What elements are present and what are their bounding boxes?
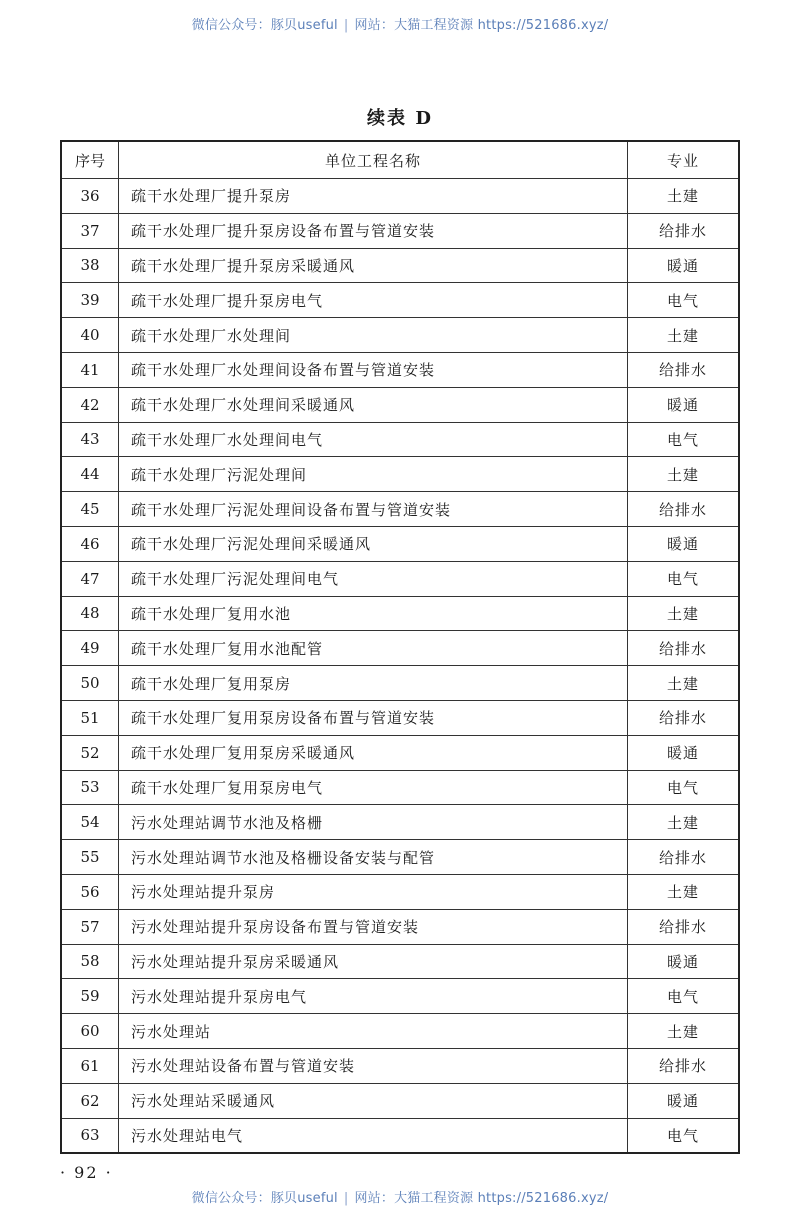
row-spec: 给排水 xyxy=(628,840,740,875)
watermark-separator: | xyxy=(343,18,349,33)
table-row xyxy=(61,735,739,770)
row-spec: 土建 xyxy=(628,666,740,701)
table-row xyxy=(61,666,739,701)
table-body xyxy=(61,179,739,1154)
row-name: 疏干水处理厂提升泵房 xyxy=(119,179,628,214)
table-header-row xyxy=(61,141,739,179)
table-row xyxy=(61,770,739,805)
row-no: 43 xyxy=(61,422,119,457)
row-name: 疏干水处理厂复用水池配管 xyxy=(119,631,628,666)
row-spec: 暖通 xyxy=(628,248,740,283)
row-spec: 电气 xyxy=(628,561,740,596)
row-no: 61 xyxy=(61,1048,119,1083)
row-no: 48 xyxy=(61,596,119,631)
table-row xyxy=(61,526,739,561)
row-name: 疏干水处理厂污泥处理间设备布置与管道安装 xyxy=(119,492,628,527)
row-no: 62 xyxy=(61,1083,119,1118)
row-name: 污水处理站设备布置与管道安装 xyxy=(119,1048,628,1083)
row-spec: 电气 xyxy=(628,770,740,805)
table-row xyxy=(61,700,739,735)
row-no: 52 xyxy=(61,735,119,770)
table-row xyxy=(61,179,739,214)
header-name: 单位工程名称 xyxy=(119,141,628,179)
table-row xyxy=(61,387,739,422)
table-title: 续表 D xyxy=(367,108,433,129)
row-name: 污水处理站电气 xyxy=(119,1118,628,1153)
row-name: 污水处理站 xyxy=(119,1014,628,1049)
row-name: 疏干水处理厂水处理间 xyxy=(119,318,628,353)
watermark-bottom xyxy=(0,1187,800,1206)
header-spec: 专业 xyxy=(628,141,740,179)
row-spec: 电气 xyxy=(628,979,740,1014)
table-row xyxy=(61,318,739,353)
row-name: 疏干水处理厂污泥处理间电气 xyxy=(119,561,628,596)
row-spec: 土建 xyxy=(628,457,740,492)
row-no: 59 xyxy=(61,979,119,1014)
watermark-right-text: 网站：大猫工程资源 https://521686.xyz/ xyxy=(354,18,609,33)
row-name: 疏干水处理厂复用泵房设备布置与管道安装 xyxy=(119,700,628,735)
watermark-left-text: 微信公众号：豚贝useful xyxy=(191,1191,338,1206)
row-spec: 电气 xyxy=(628,422,740,457)
row-spec: 土建 xyxy=(628,805,740,840)
row-name: 疏干水处理厂提升泵房采暖通风 xyxy=(119,248,628,283)
table-row xyxy=(61,979,739,1014)
row-name: 污水处理站调节水池及格栅 xyxy=(119,805,628,840)
row-no: 57 xyxy=(61,909,119,944)
table-row xyxy=(61,422,739,457)
row-name: 疏干水处理厂复用泵房电气 xyxy=(119,770,628,805)
row-spec: 土建 xyxy=(628,596,740,631)
row-name: 污水处理站提升泵房 xyxy=(119,874,628,909)
row-spec: 暖通 xyxy=(628,944,740,979)
row-no: 51 xyxy=(61,700,119,735)
row-spec: 给排水 xyxy=(628,1048,740,1083)
table-row xyxy=(61,283,739,318)
row-name: 污水处理站提升泵房采暖通风 xyxy=(119,944,628,979)
page-number: · 92 · xyxy=(60,1163,113,1182)
row-no: 38 xyxy=(61,248,119,283)
row-name: 疏干水处理厂提升泵房设备布置与管道安装 xyxy=(119,213,628,248)
row-no: 41 xyxy=(61,352,119,387)
row-spec: 给排水 xyxy=(628,352,740,387)
table-row xyxy=(61,248,739,283)
table-row xyxy=(61,1014,739,1049)
row-no: 53 xyxy=(61,770,119,805)
row-name: 疏干水处理厂污泥处理间 xyxy=(119,457,628,492)
row-name: 疏干水处理厂污泥处理间采暖通风 xyxy=(119,526,628,561)
row-spec: 土建 xyxy=(628,318,740,353)
table-row xyxy=(61,1048,739,1083)
row-name: 污水处理站提升泵房设备布置与管道安装 xyxy=(119,909,628,944)
table-row xyxy=(61,840,739,875)
row-no: 37 xyxy=(61,213,119,248)
unit-project-table xyxy=(60,140,740,1154)
row-no: 42 xyxy=(61,387,119,422)
row-name: 疏干水处理厂水处理间电气 xyxy=(119,422,628,457)
table-row xyxy=(61,909,739,944)
table-row xyxy=(61,805,739,840)
watermark-separator: | xyxy=(343,1191,349,1206)
row-name: 污水处理站提升泵房电气 xyxy=(119,979,628,1014)
row-spec: 土建 xyxy=(628,179,740,214)
row-name: 污水处理站采暖通风 xyxy=(119,1083,628,1118)
table-row xyxy=(61,457,739,492)
row-spec: 暖通 xyxy=(628,735,740,770)
row-spec: 暖通 xyxy=(628,526,740,561)
table-row xyxy=(61,874,739,909)
watermark-right-text: 网站：大猫工程资源 https://521686.xyz/ xyxy=(354,1191,609,1206)
row-spec: 电气 xyxy=(628,1118,740,1153)
table-row xyxy=(61,631,739,666)
row-spec: 给排水 xyxy=(628,700,740,735)
header-no: 序号 xyxy=(61,141,119,179)
row-no: 46 xyxy=(61,526,119,561)
table-row xyxy=(61,352,739,387)
table-row xyxy=(61,492,739,527)
row-spec: 给排水 xyxy=(628,213,740,248)
row-name: 疏干水处理厂复用泵房 xyxy=(119,666,628,701)
watermark-top xyxy=(0,14,800,33)
row-name: 疏干水处理厂复用泵房采暖通风 xyxy=(119,735,628,770)
row-spec: 土建 xyxy=(628,1014,740,1049)
row-no: 60 xyxy=(61,1014,119,1049)
row-name: 疏干水处理厂复用水池 xyxy=(119,596,628,631)
watermark-left-text: 微信公众号：豚贝useful xyxy=(191,18,338,33)
row-spec: 给排水 xyxy=(628,492,740,527)
table-row xyxy=(61,1083,739,1118)
row-spec: 暖通 xyxy=(628,387,740,422)
row-spec: 暖通 xyxy=(628,1083,740,1118)
table-row xyxy=(61,944,739,979)
table-row xyxy=(61,1118,739,1153)
row-no: 45 xyxy=(61,492,119,527)
row-spec: 土建 xyxy=(628,874,740,909)
row-no: 50 xyxy=(61,666,119,701)
row-no: 47 xyxy=(61,561,119,596)
row-no: 49 xyxy=(61,631,119,666)
table-row xyxy=(61,213,739,248)
table-row xyxy=(61,596,739,631)
row-no: 40 xyxy=(61,318,119,353)
row-no: 44 xyxy=(61,457,119,492)
row-spec: 给排水 xyxy=(628,631,740,666)
table-row xyxy=(61,561,739,596)
row-name: 污水处理站调节水池及格栅设备安装与配管 xyxy=(119,840,628,875)
row-no: 36 xyxy=(61,179,119,214)
row-no: 55 xyxy=(61,840,119,875)
row-no: 39 xyxy=(61,283,119,318)
row-spec: 给排水 xyxy=(628,909,740,944)
row-name: 疏干水处理厂水处理间设备布置与管道安装 xyxy=(119,352,628,387)
row-no: 63 xyxy=(61,1118,119,1153)
row-spec: 电气 xyxy=(628,283,740,318)
row-no: 56 xyxy=(61,874,119,909)
row-no: 58 xyxy=(61,944,119,979)
row-no: 54 xyxy=(61,805,119,840)
row-name: 疏干水处理厂水处理间采暖通风 xyxy=(119,387,628,422)
row-name: 疏干水处理厂提升泵房电气 xyxy=(119,283,628,318)
